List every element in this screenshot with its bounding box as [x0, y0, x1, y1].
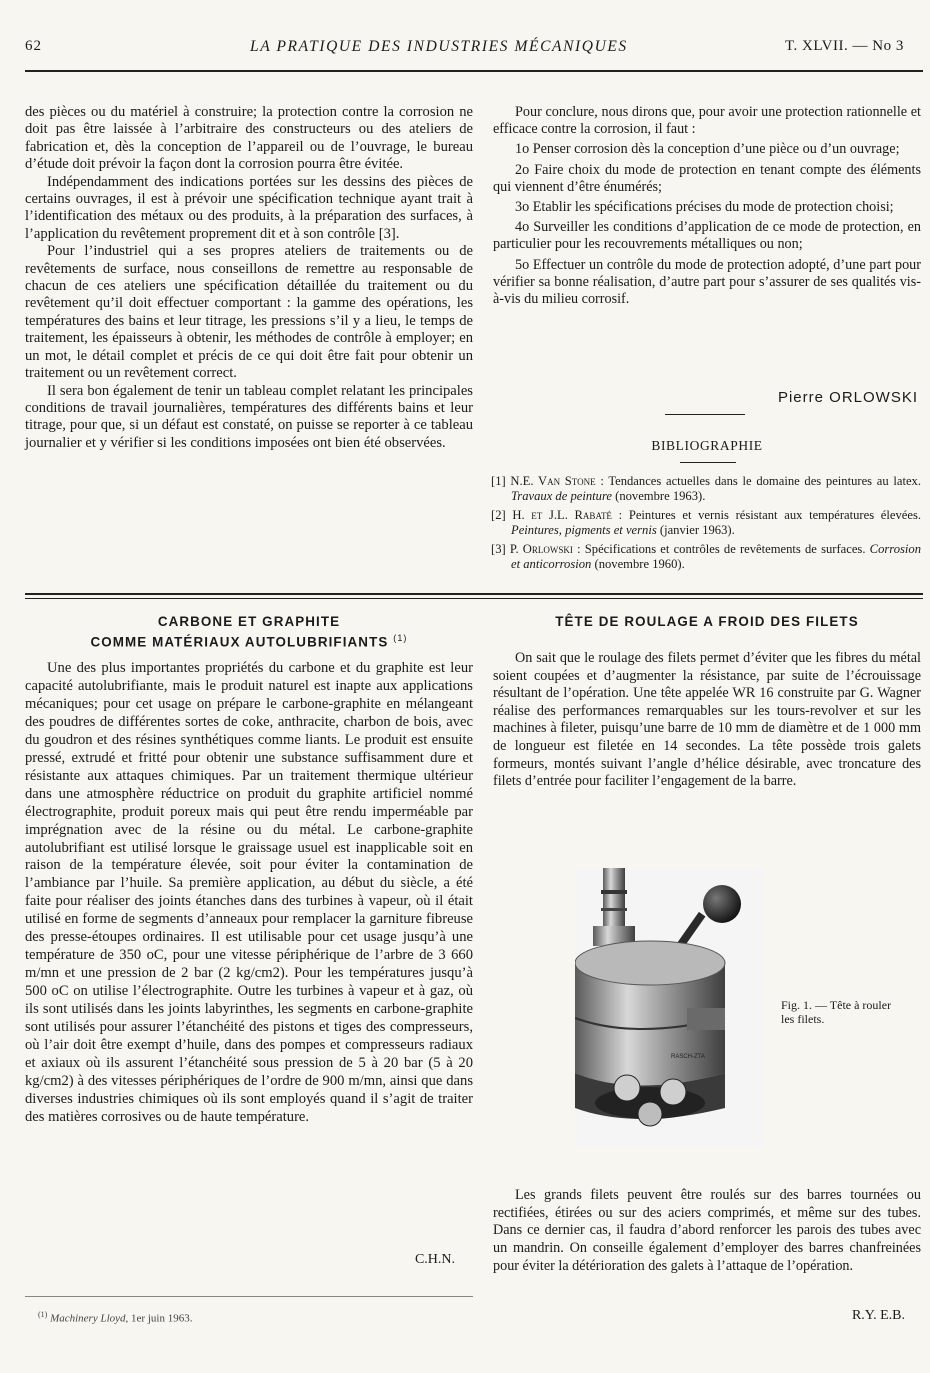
author-signature: Pierre ORLOWSKI: [777, 389, 918, 406]
paragraph: Indépendamment des indications portées sur les dessins des pièces de certains ouvrages, il est à prévoir une spécification technique ayant trait à l’identification des métaux ou des produits, à la préparation des surfaces, à l’application du revêtement proprement dit et à son contrôle [3].: [25, 173, 473, 242]
journal-title: LA PRATIQUE DES INDUSTRIES MÉCANIQUES: [250, 38, 628, 55]
section-rule: [25, 593, 923, 595]
figure-caption: Fig. 1. — Tête à rouler les filets.: [781, 998, 892, 1026]
bibliography-entry: [2] H. et J.L. Rabaté : Peintures et vernis résistant aux températures élevées. Peintures, pigments et vernis (janvier 1963).: [491, 508, 922, 537]
header-rule: [25, 70, 923, 72]
bibliography-entry: [3] P. Orlowski : Spécifications et contrôles de revêtements de surfaces. Corrosion et anticorrosion (novembre 1960).: [491, 542, 921, 571]
section-title: TÊTE DE ROULAGE A FROID DES FILETS: [555, 614, 859, 629]
section-signature: C.H.N.: [414, 1252, 455, 1267]
paragraph: Pour l’industriel qui a ses propres ateliers de traitements ou de revêtements de surface, nous conseillons de remettre au responsable de chacun de ces ateliers une spécification détaillée du traitement ou du revêtement qu’il doit effectuer comportant : la gamme des opérations, les températures des bains et leur titrage, les pressions s’il y a lieu, le temps de traitement, les épaisseurs à obtenir, les méthodes de contrôle à employer; en un mot, le détail complet et précis de ce qui doit être fait pour obtenir un traitement ou un revêtement correct.: [25, 243, 473, 382]
footnote-rule: [25, 1296, 473, 1297]
conclusion-item: 4o Surveiller les conditions d’application de ce mode de protection, en particulier pour les recouvrements métalliques ou non;: [493, 219, 921, 253]
paragraph: Les grands filets peuvent être roulés sur des barres tournées ou rectifiées, étirées ou sur des aciers comprimés, et même sur des tubes. Dans ce dernier cas, il faudra d’abord renforcer les parois des tubes avec un mandrin. On conseille également d’employer des barres chanfreinées pour éviter la détérioration des galets à l’attaque de l’opération.: [493, 1187, 921, 1274]
figure-photo: [575, 868, 765, 1148]
tete-body-continued: [493, 1187, 921, 1276]
thread-rolling-head-illustration: [575, 868, 765, 1148]
paragraph: Il sera bon également de tenir un tableau complet relatant les principales conditions de travail journalières, températures des différents bains et leur titrage, pour que, si un défaut est constaté, on puisse se reporter à ce tableau journalier et y vérifier si les conditions imposées ont bien été observées.: [25, 382, 473, 451]
conclusion-item: 1o Penser corrosion dès la conception d’une pièce ou d’un ouvrage;: [515, 141, 900, 158]
paragraph: On sait que le roulage des filets permet d’éviter que les fibres du métal soient coupées et d’augmenter la résistance, par suite de l’écrouissage résultant de l’opération. Une tête appelée WR 16 construite par G. Wagner réalise des performances remarquables sur les tours-revolver et sur les machines à fileter, puisqu’une barre de 10 mm de diamètre et de 1 000 mm de longueur est filetée en 14 secondes. La tête possède trois galets formeurs, montés suivant l’angle d’hélice désirable, avec troncature des filets d’entrée pour faciliter l’engagement de la barre.: [493, 650, 921, 790]
carbone-body: [25, 660, 473, 1127]
short-rule: [665, 414, 745, 415]
paragraph: Une des plus importantes propriétés du carbone et du graphite est leur capacité autolubrifiante, mais le produit naturel est inapte aux applications mécaniques; pour cet usage on prépare le carbone-graphite en mélangeant des poudres de différentes sortes de coke, anthracite, charbon de bois, avec du goudron et des résines synthétiques comme liants. Le produit est ensuite pressé, extrudé et fritté pour obtenir une substance suffisamment dure et résistante aux attaques chimiques. Par un traitement thermique ultérieur dans une atmosphère réductrice on produit du graphite artificiel nommé électrographite, produit poreux mais qui peut être rendu imperméable par imprégnation avec de la résine ou du métal. Le carbone-graphite autolubrifiant est utilisé lorsque le graissage usuel est inapplicable soit en raison de la température élevée, soit pour éviter la contamination de l’ambiance par l’huile. Sa première application, au début du siècle, a été faite pour réaliser des joints étanches dans des turbines à vapeur, où il était utilisé en forme de segments d’anneaux pour remplacer la garniture fibreuse des presse-étoupes ordinaires. Il est utilisable pour cet usage jusqu’à une température de 350 oC, pour une vitesse périphérique de l’arbre de 3 660 m/mn et une pression de 2 bar (2 kg/cm2). Pour les températures jusqu’à 500 oC on utilise l’électrographite. Outre les turbines à vapeur et à gaz, où ils sont utilisés dans les joints labyrinthes, les segments en carbone-graphite sont utilisés pour assurer l’étanchéité des pistons et tiges des compresseurs, où l’air doit être exempt d’huile, dans des pompes et compresseurs radiaux et axiaux où ils assurent l’étanchéité sous pression de 5 à 20 bar (5 à 20 kg/cm2) à des vitesses périphériques de l’ordre de 900 m/mn, ainsi que dans diverses industries chimiques où ils sont employés quand il s’agit de traiter des matières corrosives ou de haute température.: [25, 660, 473, 1125]
figure-label: RASCH-ZTA: [671, 1054, 705, 1060]
bibliography-list: [491, 474, 921, 572]
footnote: $^{(1)}$ Machinery Lloyd, 1er juin 1963.: [38, 1310, 193, 1325]
top-left-column: [25, 104, 473, 452]
short-rule: [680, 462, 736, 463]
page-number: 62: [25, 38, 42, 54]
section-rule: [25, 598, 923, 599]
conclusion-item: 5o Effectuer un contrôle du mode de protection adopté, d’une part pour vérifier sa bonne réalisation, d’autre part pour s’assurer de ses qualités vis-à-vis du milieu corrosif.: [493, 256, 921, 308]
paragraph: des pièces ou du matériel à construire; la protection contre la corrosion ne doit pas être laissée à l’arbitraire des constructeurs ou des ateliers de fabrication et, dès la conception de l’appareil ou de l’ouvrage, le bureau d’étude doit prévoir la façon dont la corrosion pourra être évitée.: [25, 104, 473, 173]
volume-issue: T. XLVII. — No 3: [785, 38, 904, 54]
conclusion-item: 3o Etablir les spécifications précises du mode de protection choisi;: [515, 199, 894, 216]
tete-body: [493, 650, 921, 791]
section-title: CARBONE ET GRAPHITE COMME MATÉRIAUX AUTOLUBRIFIANTS $^{(1)}$: [90, 614, 408, 650]
conclusion-intro: Pour conclure, nous dirons que, pour avoir une protection rationnelle et efficace contre la corrosion, il faut :: [493, 104, 921, 138]
section-signature: R.Y. E.B.: [851, 1308, 905, 1323]
conclusion-item: 2o Faire choix du mode de protection en tenant compte des éléments qui viennent d’être énumérés;: [493, 161, 921, 195]
bibliography-entry: [1] N.E. Van Stone : Tendances actuelles dans le domaine des peintures au latex. Travaux de peinture (novembre 1963).: [491, 474, 922, 503]
bibliography-title: BIBLIOGRAPHIE: [651, 438, 763, 453]
top-right-column: [493, 104, 921, 308]
